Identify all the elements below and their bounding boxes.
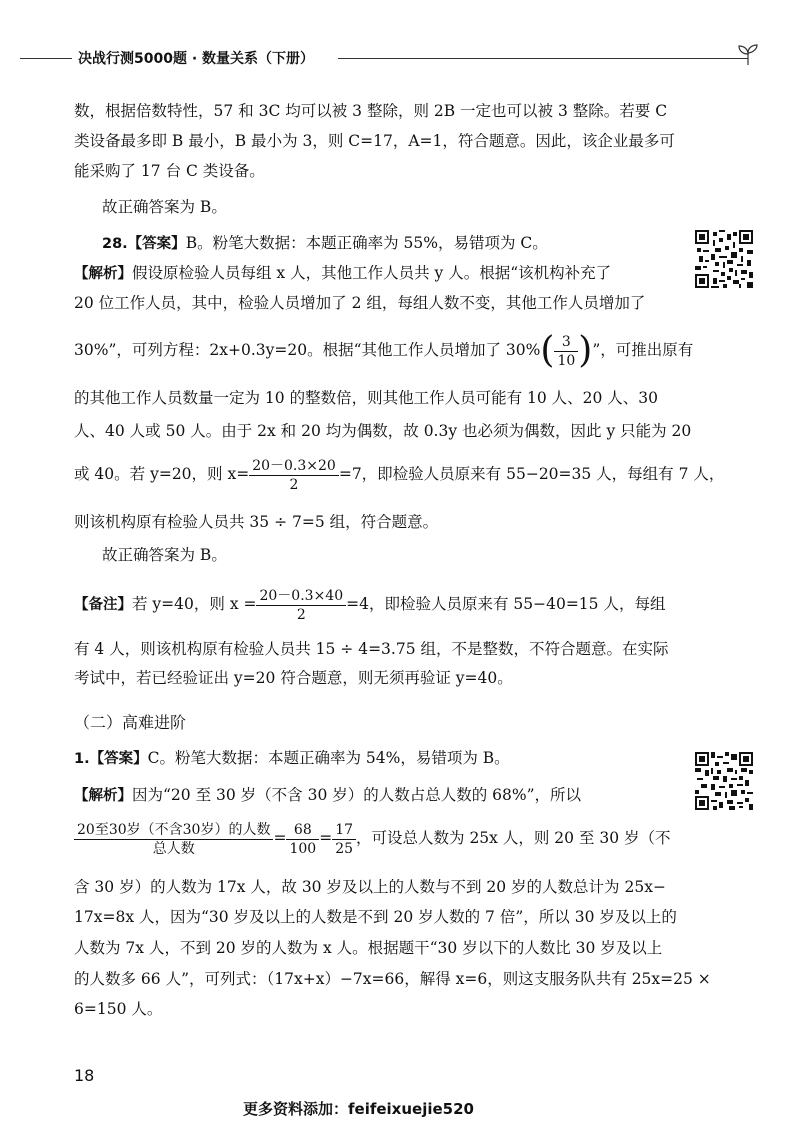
answer-tag: 1.【答案】 (74, 751, 148, 767)
section-heading: （二）高难进阶 (74, 713, 187, 732)
book-title: 决战行测5000题 · 数量关系（下册） (78, 51, 315, 67)
text-segment: ”，可推出原有 (592, 341, 694, 359)
body-line: 故正确答案为 B。 (102, 546, 227, 564)
fraction (256, 587, 346, 624)
denominator: 2 (289, 476, 299, 493)
answer-1 (74, 747, 668, 770)
numerator: 20至30岁（不含30岁）的人数 (74, 821, 273, 840)
answer-28 (102, 232, 668, 255)
numerator: 3 (554, 333, 578, 352)
text-segment: 若 y=40，则 x = (132, 595, 257, 613)
analysis-line (74, 262, 668, 285)
denominator: 2 (296, 606, 306, 623)
fraction (554, 333, 578, 370)
denominator: 25 (335, 840, 354, 857)
paren-right: ) (578, 330, 593, 371)
footer-note: 更多资料添加：feifeixuejie520 (243, 1100, 474, 1118)
body-line-fraction (74, 452, 725, 496)
body-line: 人数为 7x 人，不到 20 岁的人数为 x 人。根据题干“30 岁以下的人数比 30 岁及以上 (74, 939, 663, 957)
body-line: 的人数多 66 人”，可列式：（17x+x）−7x=66，解得 x=6，则这支服务队共有 25x=25 × (74, 970, 711, 988)
numerator: 20－0.3×40 (256, 587, 346, 606)
denominator: 10 (557, 352, 576, 369)
note-line-fraction (74, 582, 668, 627)
text-segment: =7，即检验人员原来有 55−20=35 人，每组有 7 人， (338, 465, 725, 483)
note-tag: 【备注】 (74, 597, 132, 613)
body-line: 6=150 人。 (74, 1000, 163, 1018)
numerator: 68 (286, 821, 319, 840)
denominator: 100 (289, 840, 317, 857)
fraction (332, 821, 356, 858)
analysis-tag: 【解析】 (74, 788, 132, 804)
fraction (74, 821, 273, 858)
analysis-tag: 【解析】 (74, 266, 132, 282)
sprout-icon (736, 44, 760, 66)
answer-text: C。粉笔大数据：本题正确率为 54%，易错项为 B。 (147, 749, 510, 767)
body-line: 数，根据倍数特性，57 和 3C 均可以被 3 整除，则 2B 一定也可以被 3 整除。若要 C (74, 102, 668, 120)
body-line: 类设备最多即 B 最小，B 最小为 3，则 C=17，A=1，符合题意。因此，该企业最多可 (74, 132, 675, 150)
header-rule-right (338, 58, 748, 59)
qr-code-icon[interactable] (695, 752, 753, 810)
analysis-text: 假设原检验人员每组 x 人，其他工作人员共 y 人。根据“该机构补充了 (132, 264, 612, 282)
paren-left: ( (540, 330, 555, 371)
body-line: 人、40 人或 50 人。由于 2x 和 20 均为偶数，故 0.3y 也必须为偶数，因此 y 只能为 20 (74, 422, 692, 440)
equals-sign: = (319, 829, 333, 847)
page-number: 18 (74, 1066, 95, 1085)
body-line: 的其他工作人员数量一定为 10 的整数倍，则其他工作人员可能有 10 人、20 人、30 (74, 389, 659, 407)
fraction (286, 821, 319, 858)
text-segment: ，可设总人数为 25x 人，则 20 至 30 岁（不 (356, 829, 671, 847)
equals-sign: = (273, 829, 287, 847)
answer-tag: 28.【答案】 (102, 236, 186, 252)
denominator: 总人数 (152, 840, 195, 857)
body-line: 含 30 岁）的人数为 17x 人，故 30 岁及以上的人数与不到 20 岁的人数总计为 25x− (74, 878, 666, 896)
running-header (20, 44, 760, 74)
body-line: 20 位工作人员，其中，检验人员增加了 2 组，每组人数不变，其他工作人员增加了 (74, 294, 646, 312)
body-line: 故正确答案为 B。 (102, 198, 227, 216)
body-line-fraction (74, 816, 671, 860)
body-line: 17x=8x 人，因为“30 岁及以上的人数是不到 20 岁人数的 7 倍”，所以 30 岁及以上的 (74, 908, 677, 926)
fraction (249, 457, 339, 494)
body-line: 能采购了 17 台 C 类设备。 (74, 162, 265, 180)
header-rule-left (20, 58, 72, 59)
analysis-line (74, 784, 668, 807)
body-line: 则该机构原有检验人员共 35 ÷ 7=5 组，符合题意。 (74, 513, 439, 531)
text-segment: 30%”，可列方程：2x+0.3y=20。根据“其他工作人员增加了 30% (74, 341, 541, 359)
text-segment: 或 40。若 y=20，则 x= (74, 465, 250, 483)
answer-text: B。粉笔大数据：本题正确率为 55%，易错项为 C。 (185, 234, 548, 252)
body-line: 考试中，若已经验证出 y=20 符合题意，则无须再验证 y=40。 (74, 669, 513, 687)
body-line: 有 4 人，则该机构原有检验人员共 15 ÷ 4=3.75 组，不是整数，不符合题意。在实际 (74, 640, 669, 658)
body-line-fraction (74, 330, 694, 371)
analysis-text: 因为“20 至 30 岁（不含 30 岁）的人数占总人数的 68%”，所以 (132, 786, 582, 804)
numerator: 20－0.3×20 (249, 457, 339, 476)
qr-code-icon[interactable] (695, 230, 753, 288)
text-segment: =4，即检验人员原来有 55−40=15 人，每组 (346, 595, 666, 613)
numerator: 17 (332, 821, 356, 840)
